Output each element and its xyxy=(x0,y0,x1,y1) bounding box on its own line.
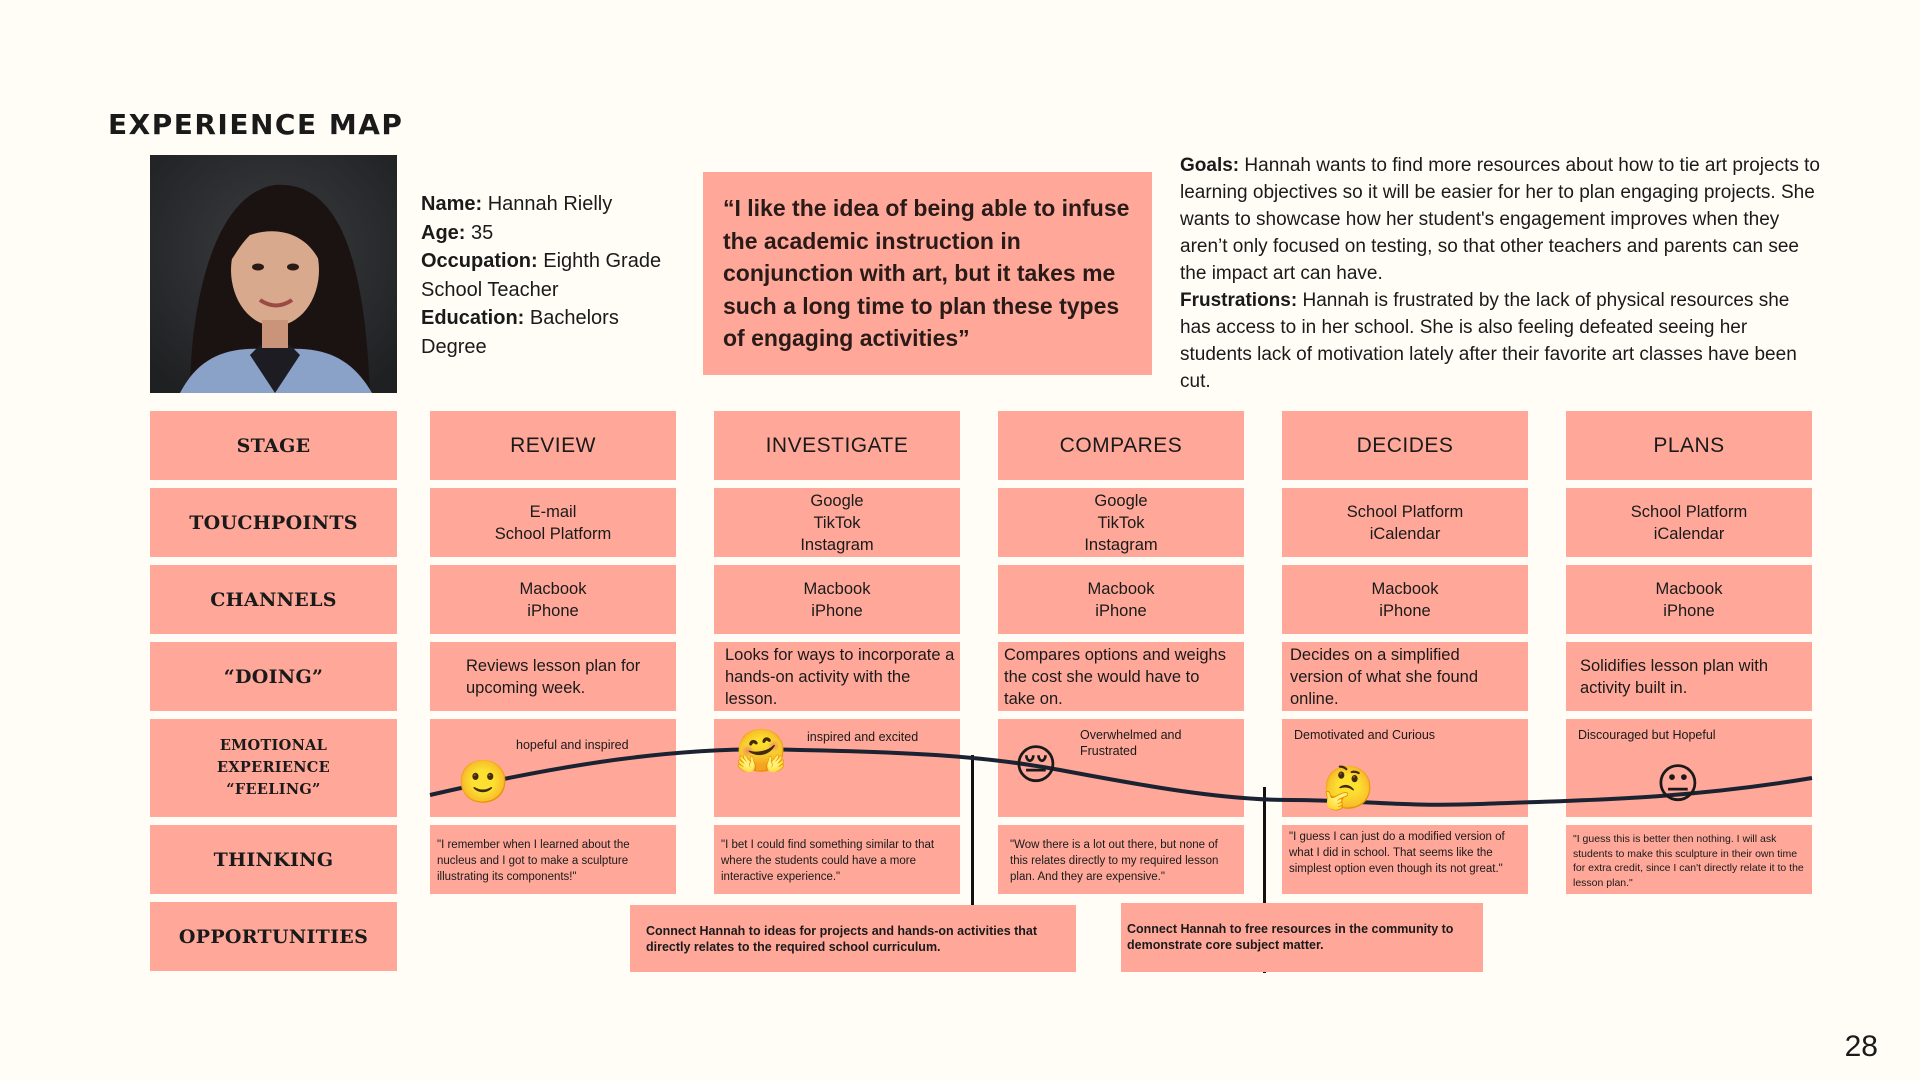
row-header-opportunities: OPPORTUNITIES xyxy=(150,902,397,971)
connector-line xyxy=(971,755,974,905)
persona-age: Age: 35 xyxy=(421,221,494,244)
stage-plans: PLANS xyxy=(1566,411,1812,480)
feeling-label-plans: Discouraged but Hopeful xyxy=(1578,728,1716,742)
touchpoints-plans xyxy=(1566,488,1812,557)
stage-decides: DECIDES xyxy=(1282,411,1528,480)
feeling-label-review: hopeful and inspired xyxy=(516,738,629,752)
doing-plans: Solidifies lesson plan with activity built in. xyxy=(1566,642,1812,711)
feeling-label-decides: Demotivated and Curious xyxy=(1294,728,1436,742)
thinking-compares: "Wow there is a lot out there, but none of this relates directly to my required lesson plan. And they are expensive." xyxy=(998,825,1244,894)
neutral-face-icon: 😐 xyxy=(1656,760,1700,807)
row-header-emotional-line1: EMOTIONAL xyxy=(219,737,328,754)
feeling-label-compares: Overwhelmed and Frustrated xyxy=(1080,728,1182,758)
touchpoints-review xyxy=(430,488,676,557)
persona-name: Name: Hannah Rielly xyxy=(421,193,613,215)
opportunity-1: Connect Hannah to ideas for projects and hands-on activities that directly relates to the required school curriculum. xyxy=(630,905,1076,972)
channel-item: iPhone xyxy=(1663,601,1715,620)
channel-item: iPhone xyxy=(1095,601,1147,620)
persona-details xyxy=(421,190,681,361)
touchpoint-item: iCalendar xyxy=(1369,524,1441,543)
row-header-channels: CHANNELS xyxy=(150,565,397,634)
channel-item: iPhone xyxy=(1379,601,1431,620)
row-header-stage: STAGE xyxy=(150,411,397,480)
thinking-decides: "I guess I can just do a modified version of what I did in school. That seems like the simplest option even though its not great." xyxy=(1282,825,1528,894)
touchpoint-item: School Platform xyxy=(1346,502,1464,521)
persona-occupation: Occupation: Eighth Grade School Teacher xyxy=(421,250,662,301)
touchpoint-item: Google xyxy=(810,491,864,510)
goals-text: Goals: Hannah wants to find more resources about how to tie art projects to learning objectives so it will be easier for her to plan engaging projects. She wants to showcase how her student's engagement improves when they aren’t only focused on testing, so that other teachers and parents can see the impact art can have. xyxy=(1180,155,1820,284)
channel-item: Macbook xyxy=(1371,579,1439,598)
channel-item: iPhone xyxy=(527,601,579,620)
touchpoint-item: Instagram xyxy=(800,535,874,554)
touchpoint-item: E-mail xyxy=(529,502,577,521)
doing-compares: Compares options and weighs the cost she would have to take on. xyxy=(998,642,1244,711)
channel-item: Macbook xyxy=(519,579,587,598)
row-header-emotional xyxy=(150,719,397,817)
row-header-doing: “DOING” xyxy=(150,642,397,711)
touchpoint-item: TikTok xyxy=(813,513,861,532)
stage-investigate: INVESTIGATE xyxy=(714,411,960,480)
persona-education: Education: Bachelors Degree xyxy=(421,307,619,358)
doing-investigate: Looks for ways to incorporate a hands-on activity with the lesson. xyxy=(714,642,960,711)
stage-compares: COMPARES xyxy=(998,411,1244,480)
persona-photo xyxy=(150,155,397,393)
page-title: EXPERIENCE MAP xyxy=(108,108,404,141)
channels-plans xyxy=(1566,565,1812,634)
touchpoint-item: Instagram xyxy=(1084,535,1158,554)
row-header-touchpoints: TOUCHPOINTS xyxy=(150,488,397,557)
touchpoint-item: School Platform xyxy=(1630,502,1748,521)
channels-review xyxy=(430,565,676,634)
persona-quote: “I like the idea of being able to infuse the academic instruction in conjunction with art, but it takes me such a long time to plan these types of engaging activities” xyxy=(703,172,1152,375)
doing-review: Reviews lesson plan for upcoming week. xyxy=(430,642,676,711)
channels-compares xyxy=(998,565,1244,634)
thinking-plans: "I guess this is better then nothing. I will ask students to make this sculpture in their own time for extra credit, since I can't directly relate it to the lesson plan." xyxy=(1566,825,1812,894)
touchpoint-item: Google xyxy=(1094,491,1148,510)
row-header-thinking: THINKING xyxy=(150,825,397,894)
channel-item: Macbook xyxy=(803,579,871,598)
thinking-investigate: "I bet I could find something similar to that where the students could have a more interactive experience." xyxy=(714,825,960,894)
opportunity-2: Connect Hannah to free resources in the community to demonstrate core subject matter. xyxy=(1121,903,1483,972)
thinking-face-icon: 🤔 xyxy=(1322,764,1375,811)
pensive-face-icon: 😔 xyxy=(1014,741,1058,788)
stage-review: REVIEW xyxy=(430,411,676,480)
channels-investigate xyxy=(714,565,960,634)
row-header-emotional-line2: EXPERIENCE xyxy=(217,759,330,776)
touchpoint-item: TikTok xyxy=(1097,513,1145,532)
portrait-photo-icon xyxy=(150,155,397,393)
hugging-face-icon: 🤗 xyxy=(735,727,788,774)
slightly-smiling-face-icon: 🙂 xyxy=(457,758,510,805)
channel-item: Macbook xyxy=(1655,579,1723,598)
doing-decides: Decides on a simplified version of what she found online. xyxy=(1282,642,1528,711)
row-header-emotional-line3: “FEELING” xyxy=(226,781,321,798)
channel-item: Macbook xyxy=(1087,579,1155,598)
feeling-label-investigate: inspired and excited xyxy=(807,730,919,744)
goals-frustrations xyxy=(1180,152,1820,395)
touchpoint-item: School Platform xyxy=(494,524,612,543)
touchpoints-investigate xyxy=(714,488,960,557)
channel-item: iPhone xyxy=(811,601,863,620)
touchpoints-compares xyxy=(998,488,1244,557)
frustrations-text: Frustrations: Hannah is frustrated by the lack of physical resources she has access to in her school. She is also feeling defeated seeing her students lack of motivation lately after their favorite art classes have been cut. xyxy=(1180,290,1797,392)
thinking-review: "I remember when I learned about the nucleus and I got to make a sculpture illustrating its components!" xyxy=(430,825,676,894)
touchpoint-item: iCalendar xyxy=(1653,524,1725,543)
channels-decides xyxy=(1282,565,1528,634)
touchpoints-decides xyxy=(1282,488,1528,557)
page-number: 28 xyxy=(1844,1030,1878,1063)
